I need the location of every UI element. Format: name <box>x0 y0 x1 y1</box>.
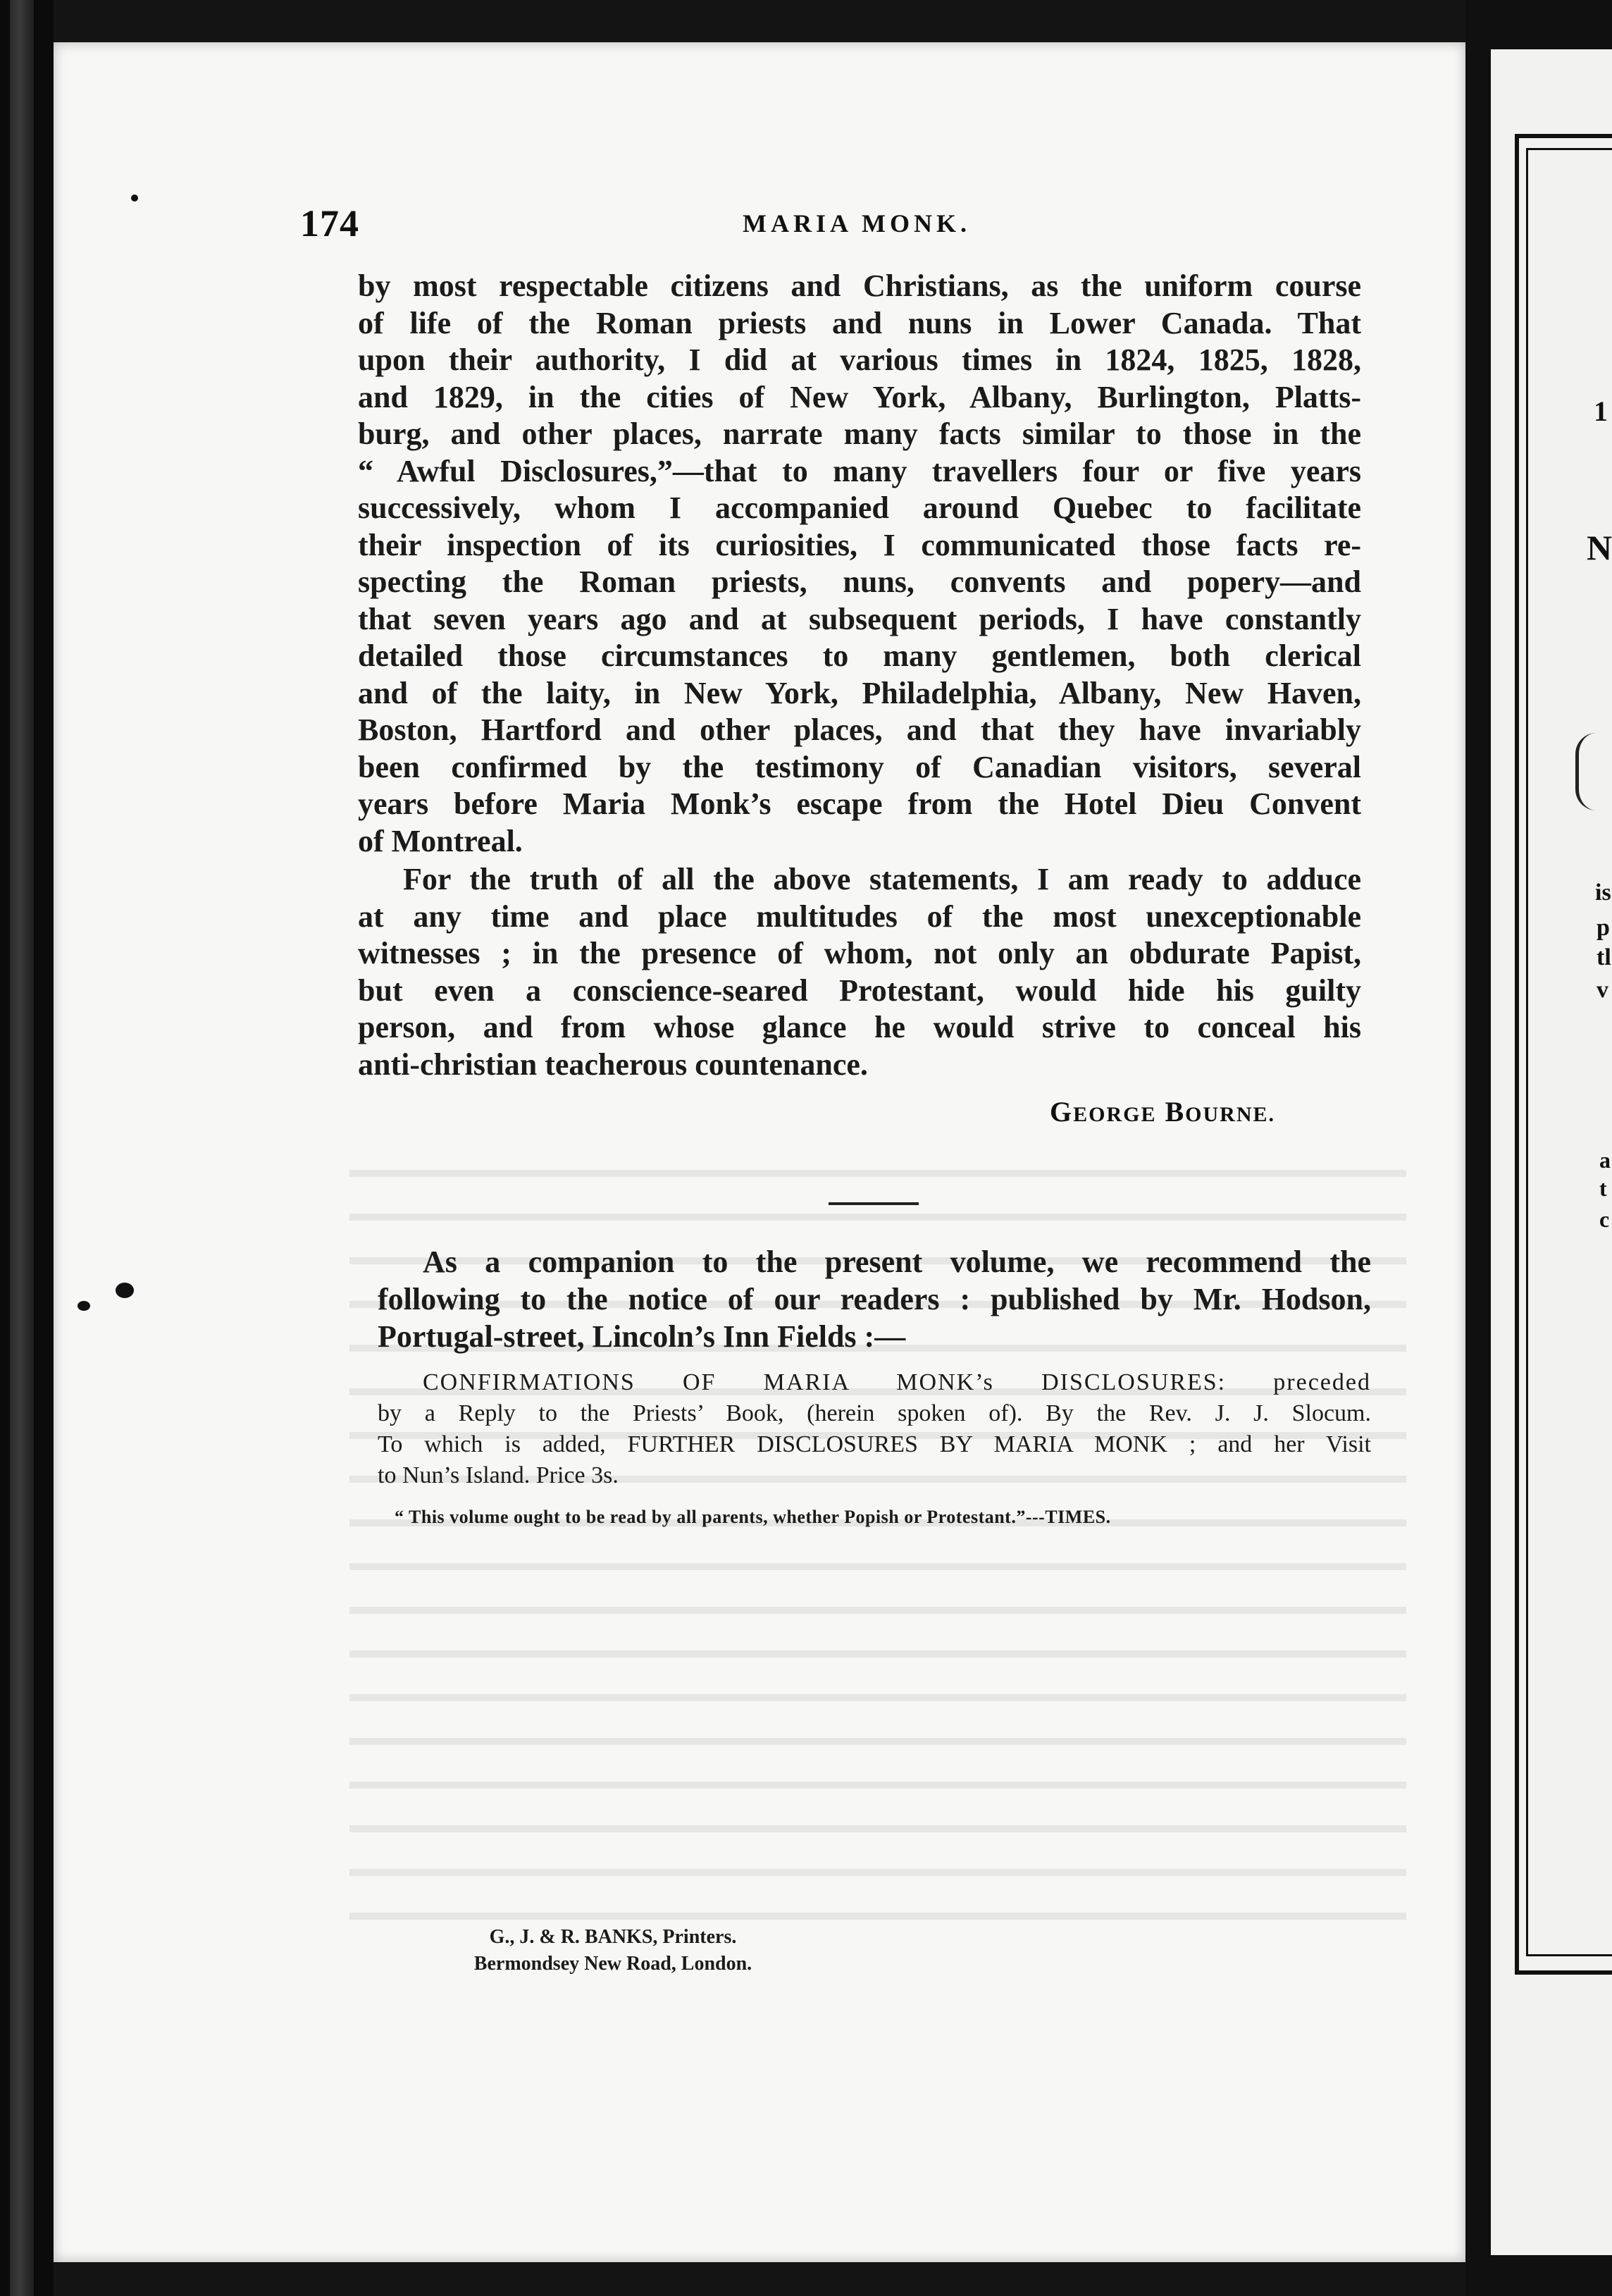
facing-page-text: 1 <box>1594 395 1608 427</box>
text-line: and 1829, in the cities of New York, Albany, Burlington, Platts- <box>358 379 1361 414</box>
text-line: of life of the Roman priests and nuns in Lower Canada. That <box>358 305 1361 340</box>
facing-page-text: tl <box>1596 944 1611 970</box>
facing-page-text: c <box>1599 1206 1610 1232</box>
facing-page-text: N <box>1587 528 1612 567</box>
ornament-fragment <box>1575 733 1612 810</box>
text-line: Portugal-street, Lincoln’s Inn Fields :— <box>378 1319 906 1354</box>
facing-page-text: p <box>1596 915 1610 941</box>
text-line: As a companion to the present volume, we recommend the <box>423 1245 1371 1279</box>
review-quote: “ This volume ought to be read by all parents, whether Popish or Protestant.”---TIMES. <box>395 1507 1111 1527</box>
text-line: detailed those circumstances to many gentlemen, both clerical <box>358 638 1361 673</box>
text-line: and of the laity, in New York, Philadelphia, Albany, New Haven, <box>358 675 1361 710</box>
speck-mark <box>131 195 138 202</box>
text-line: “ Awful Disclosures,”—that to many travellers four or five years <box>358 453 1361 488</box>
text-line: of Montreal. <box>358 823 523 858</box>
printer-imprint <box>437 1924 789 1977</box>
text-line: but even a conscience-seared Protestant, would hide his guilty <box>358 973 1361 1008</box>
text-line: anti-christian teacherous countenance. <box>358 1047 868 1082</box>
printer-name: G., J. & R. BANKS, Printers. <box>489 1926 737 1948</box>
facing-page-text: is <box>1595 879 1611 906</box>
text-line: to Nun’s Island. Price 3s. <box>378 1462 619 1488</box>
text-line: specting the Roman priests, nuns, convents and popery—and <box>358 564 1361 599</box>
paragraph-testimony <box>358 268 1361 860</box>
book-spine <box>10 0 34 2296</box>
text-line: Boston, Hartford and other places, and that they have invariably <box>358 712 1361 747</box>
speck-mark <box>116 1283 134 1298</box>
text-line: For the truth of all the above statements, I am ready to adduce <box>403 862 1361 896</box>
facing-page-text: v <box>1596 977 1608 1003</box>
signature: GEORGE BOURNE. <box>1050 1096 1276 1128</box>
companion-notice <box>378 1243 1371 1355</box>
section-divider <box>829 1202 919 1205</box>
text-line: years before Maria Monk’s escape from the Hotel Dieu Convent <box>358 786 1361 821</box>
text-line: person, and from whose glance he would strive to conceal his <box>358 1010 1361 1044</box>
paragraph-statement <box>358 861 1361 1083</box>
page-number: 174 <box>300 202 359 245</box>
text-line: To which is added, FURTHER DISCLOSURES BY MARIA MONK ; and her Visit <box>378 1431 1371 1457</box>
text-line: following to the notice of our readers : published by Mr. Hodson, <box>378 1282 1371 1316</box>
text-line: successively, whom I accompanied around Quebec to facilitate <box>358 490 1361 525</box>
text-line: burg, and other places, narrate many facts similar to those in the <box>358 416 1361 451</box>
text-line: witnesses ; in the presence of whom, not only an obdurate Papist, <box>358 936 1361 970</box>
text-line: upon their authority, I did at various times in 1824, 1825, 1828, <box>358 342 1361 377</box>
running-title: MARIA MONK. <box>743 209 971 237</box>
facing-page-text: a <box>1599 1147 1611 1173</box>
text-line: by most respectable citizens and Christians, as the uniform course <box>358 269 1361 303</box>
printer-address: Bermondsey New Road, London. <box>473 1953 752 1975</box>
text-line: at any time and place multitudes of the most unexceptionable <box>358 899 1361 934</box>
book-advertisement <box>378 1367 1371 1491</box>
text-line: their inspection of its curiosities, I communicated those facts re- <box>358 527 1361 562</box>
text-line: by a Reply to the Priests’ Book, (herein spoken of). By the Rev. J. J. Slocum. <box>378 1400 1371 1426</box>
text-line: that seven years ago and at subsequent periods, I have constantly <box>358 601 1361 636</box>
speck-mark <box>78 1301 90 1311</box>
text-line: CONFIRMATIONS OF MARIA MONK’s DISCLOSURES: preceded <box>423 1369 1371 1395</box>
page-header <box>300 202 1357 251</box>
facing-page-text: t <box>1599 1175 1607 1201</box>
text-line: been confirmed by the testimony of Canadian visitors, several <box>358 749 1361 784</box>
